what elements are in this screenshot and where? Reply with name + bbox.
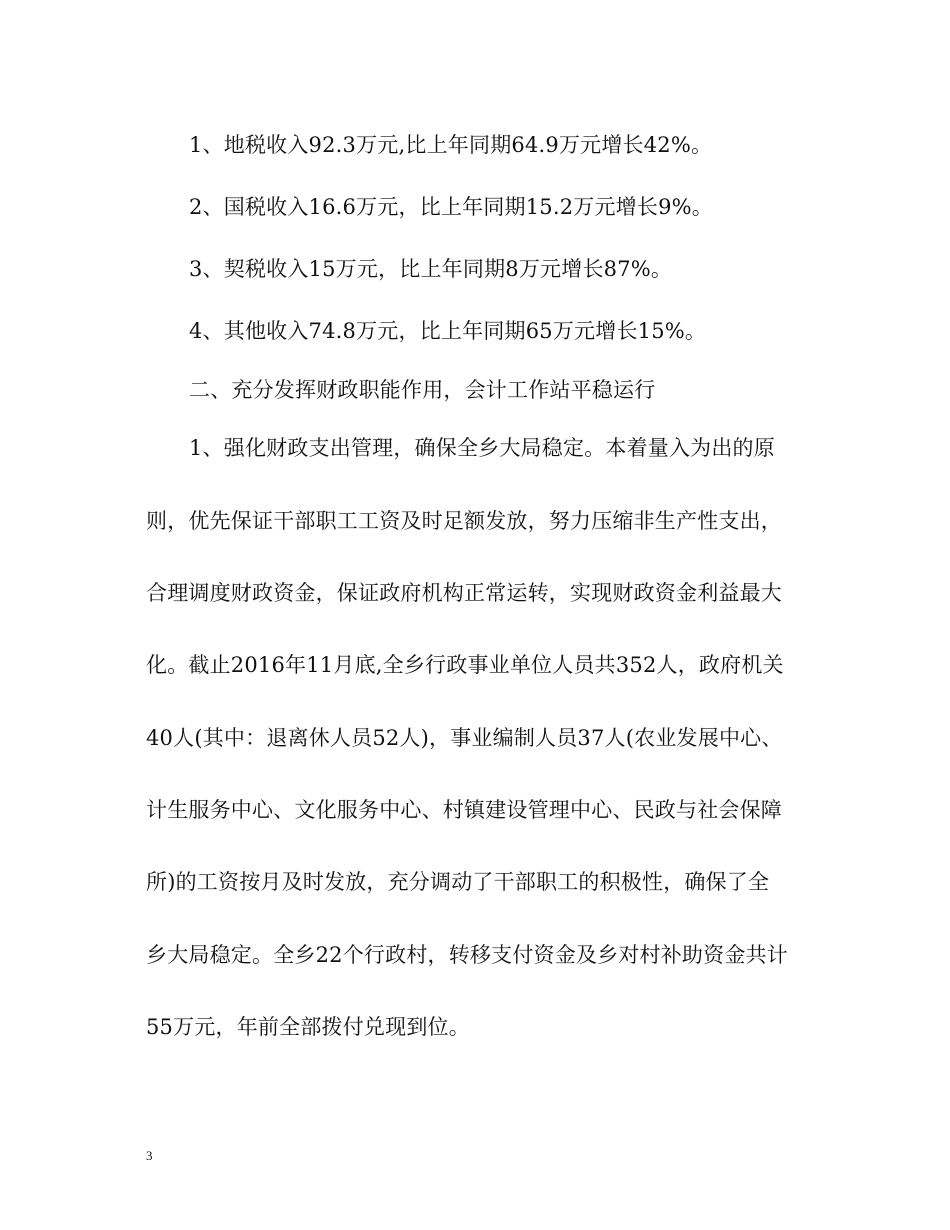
paragraph-line-2: 则，优先保证干部职工工资及时足额发放，努力压缩非生产性支出，	[146, 509, 782, 533]
text-line-other-income: 4、其他收入74.8万元，比上年同期65万元增长15%。	[189, 319, 707, 343]
section-heading: 二、充分发挥财政职能作用，会计工作站平稳运行	[189, 378, 656, 402]
text-line-national-tax: 2、国税收入16.6万元，比上年同期15.2万元增长9%。	[189, 195, 713, 219]
text-line-local-tax: 1、地税收入92.3万元,比上年同期64.9万元增长42%。	[189, 133, 713, 157]
text-line-deed-tax: 3、契税收入15万元，比上年同期8万元增长87%。	[189, 257, 673, 281]
paragraph-line-8: 乡大局稳定。全乡22个行政村，转移支付资金及乡对村补助资金共计	[146, 943, 788, 967]
paragraph-line-5: 40人(其中：退离休人员52人)，事业编制人员37人(农业发展中心、	[146, 726, 783, 750]
paragraph-line-4: 化。截止2016年11月底,全乡行政事业单位人员共352人，政府机关	[146, 653, 784, 677]
page-number: 3	[146, 1148, 153, 1163]
paragraph-line-6: 计生服务中心、文化服务中心、村镇建设管理中心、民政与社会保障	[146, 798, 782, 822]
paragraph-line-3: 合理调度财政资金，保证政府机构正常运转，实现财政资金利益最大	[146, 581, 782, 605]
paragraph-line-1: 1、强化财政支出管理，确保全乡大局稳定。本着量入为出的原	[189, 436, 775, 460]
paragraph-line-7: 所)的工资按月及时发放，充分调动了干部职工的积极性，确保了全	[146, 870, 770, 894]
paragraph-line-9: 55万元，年前全部拨付兑现到位。	[146, 1015, 470, 1039]
